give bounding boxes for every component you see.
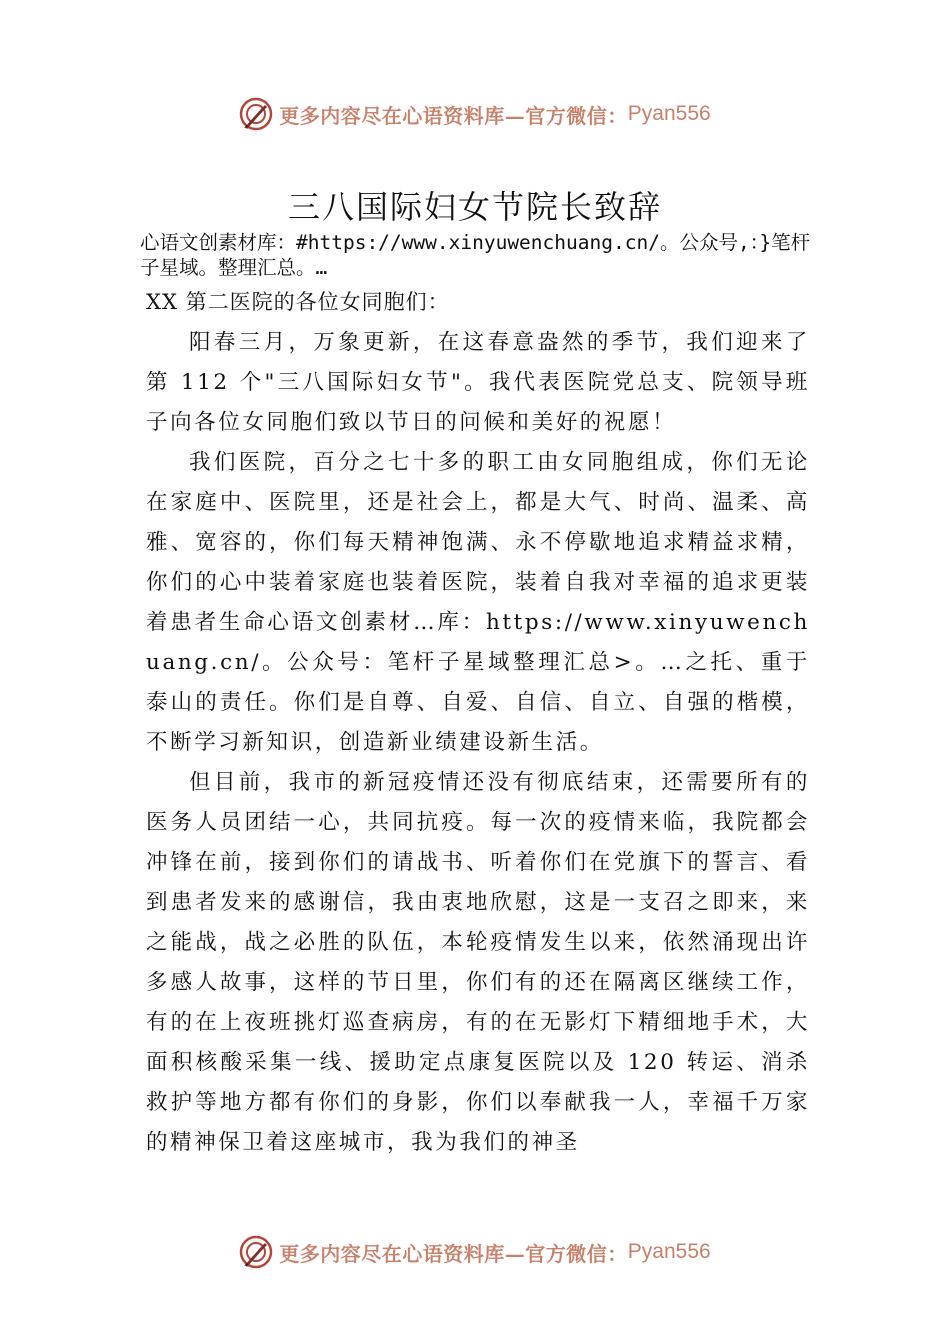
pen-logo-icon (239, 1235, 273, 1269)
document-title: 三八国际妇女节院长致辞 (287, 188, 662, 226)
paragraph: 我们医院，百分之七十多的职工由女同胞组成，你们无论在家庭中、医院里，还是社会上，都是大气、时尚、温柔、高雅、宽容的，你们每天精神饱满、永不停歇地追求精益求精，你们的心中装着家庭也装着医院，装着自我对幸福的追求更装着患者生命心语文创素材…库：https://www.xinyuwenchuang.cn/。公众号：笔杆子星域整理汇总>。…之托、重于泰山的责任。你们是自尊、自爱、自信、自立、自强的楷模，不断学习新知识，创造新业绩建设新生活。 (146, 450, 810, 755)
banner-wechat-id: Pyan556 (627, 1240, 711, 1263)
pen-logo-icon (239, 97, 273, 131)
header-banner (0, 92, 950, 136)
banner-text: 更多内容尽在心语资料库—官方微信： (279, 1241, 628, 1266)
document-body (146, 323, 810, 1163)
salutation: XX 第二医院的各位女同胞们： (146, 290, 450, 314)
banner-text: 更多内容尽在心语资料库—官方微信： (279, 103, 628, 128)
paragraph: 阳春三月，万象更新，在这春意盎然的季节，我们迎来了第 112 个"三八国际妇女节"。我代表医院党总支、院领导班子向各位女同胞们致以节日的问候和美好的祝愿！ (146, 330, 810, 435)
paragraph: 但目前，我市的新冠疫情还没有彻底结束，还需要所有的医务人员团结一心，共同抗疫。每一次的疫情来临，我院都会冲锋在前，接到你们的请战书、听着你们在党旗下的誓言、看到患者发来的感谢信，我由衷地欣慰，这是一支召之即来，来之能战，战之必胜的队伍，本轮疫情发生以来，依然涌现出许多感人故事，这样的节日里，你们有的还在隔离区继续工作，有的在上夜班挑灯巡查病房，有的在无影灯下精细地手术，大面积核酸采集一线、援助定点康复医院以及 120 转运、消杀救护等地方都有你们的身影，你们以奉献我一人，幸福千万家的精神保卫着这座城市，我为我们的神圣 (146, 770, 810, 1155)
footer-banner (0, 1230, 950, 1274)
source-note: 心语文创素材库：#https://www.xinyuwenchuang.cn/。公众号,：}笔杆子星域。整理汇总。… (140, 231, 811, 279)
banner-wechat-id: Pyan556 (627, 102, 711, 125)
